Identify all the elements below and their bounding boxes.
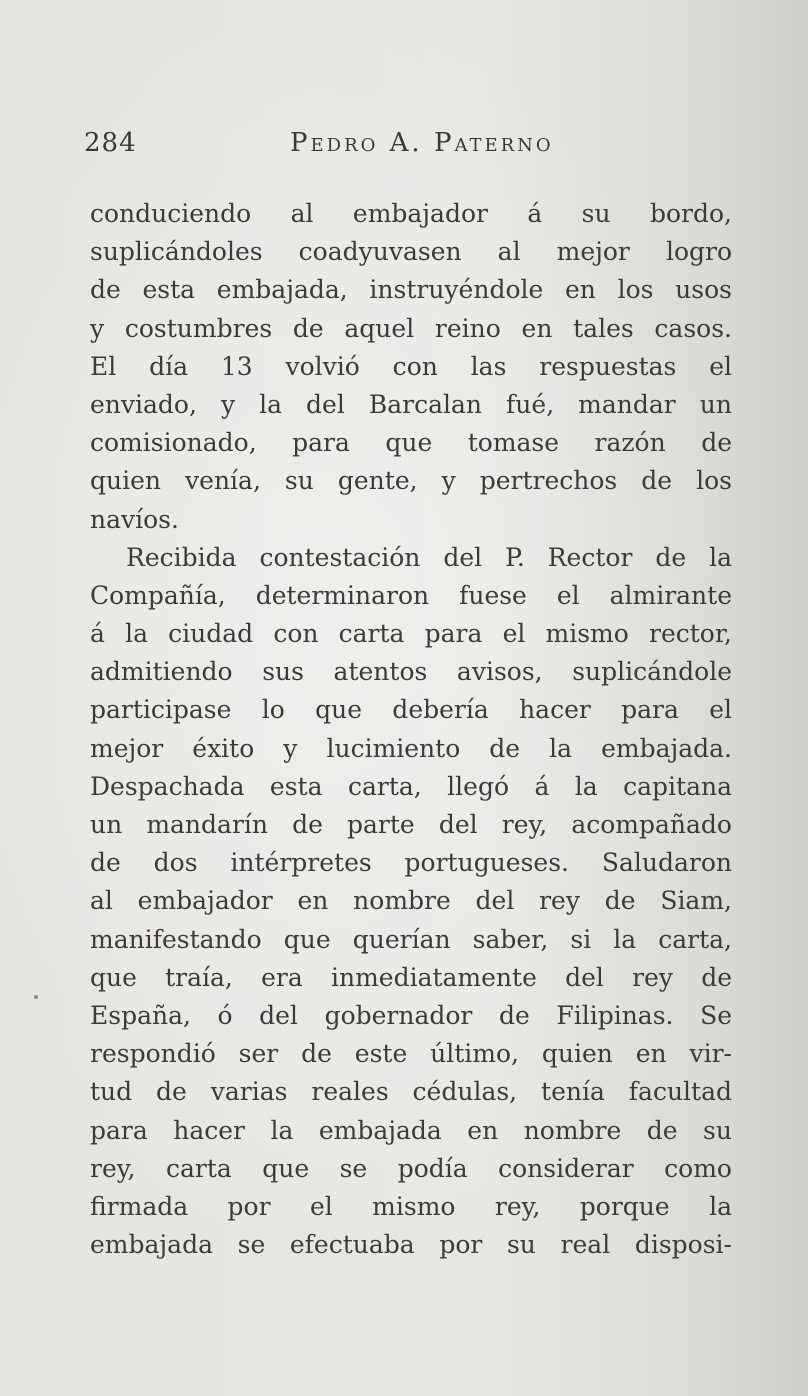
text-line: de dos intérpretes portugueses. Saludaron: [90, 848, 732, 878]
text-line: embajada se efectuaba por su real disposi-: [90, 1230, 732, 1260]
text-line: comisionado, para que tomase razón de: [90, 428, 732, 458]
text-line: respondió ser de este último, quien en vir-: [90, 1039, 732, 1069]
text-line: Despachada esta carta, llegó á la capitana: [90, 771, 732, 801]
text-line: participase lo que debería hacer para el: [90, 695, 732, 725]
text-line: de esta embajada, instruyéndole en los usos: [90, 275, 732, 305]
text-line-paragraph-end: navíos.: [90, 504, 179, 534]
running-head: Pedro A. Paterno: [290, 128, 554, 158]
text-line: conduciendo al embajador á su bordo,: [90, 199, 732, 228]
text-line: al embajador en nombre del rey de Siam,: [90, 886, 732, 916]
body-text: [90, 195, 732, 1264]
text-line: rey, carta que se podía considerar como: [90, 1153, 732, 1183]
text-line: para hacer la embajada en nombre de su: [90, 1115, 732, 1145]
text-line: Compañía, determinaron fuese el almirante: [90, 580, 732, 610]
paper-speck: [34, 995, 38, 999]
text-line: manifestando que querían saber, si la carta,: [90, 924, 732, 954]
text-line: España, ó del gobernador de Filipinas. Se: [90, 1000, 732, 1030]
text-line: un mandarín de parte del rey, acompañado: [90, 810, 732, 839]
text-line: tud de varias reales cédulas, tenía facultad: [90, 1077, 732, 1107]
text-line: quien venía, su gente, y pertrechos de los: [90, 466, 732, 496]
text-line: firmada por el mismo rey, porque la: [90, 1191, 732, 1221]
page-header: [84, 128, 744, 168]
text-line: admitiendo sus atentos avisos, suplicándole: [90, 657, 732, 687]
text-line: suplicándoles coadyuvasen al mejor logro: [90, 237, 732, 267]
page-number: 284: [84, 128, 137, 158]
text-line: enviado, y la del Barcalan fué, mandar un: [90, 389, 732, 419]
text-line: mejor éxito y lucimiento de la embajada.: [90, 733, 732, 763]
text-line: El día 13 volvió con las respuestas el: [90, 351, 732, 381]
text-line-paragraph-start: Recibida contestación del P. Rector de la: [126, 542, 732, 572]
text-line: á la ciudad con carta para el mismo rector,: [90, 619, 732, 649]
text-line: que traía, era inmediatamente del rey de: [90, 962, 732, 992]
text-line: y costumbres de aquel reino en tales casos.: [90, 313, 732, 343]
